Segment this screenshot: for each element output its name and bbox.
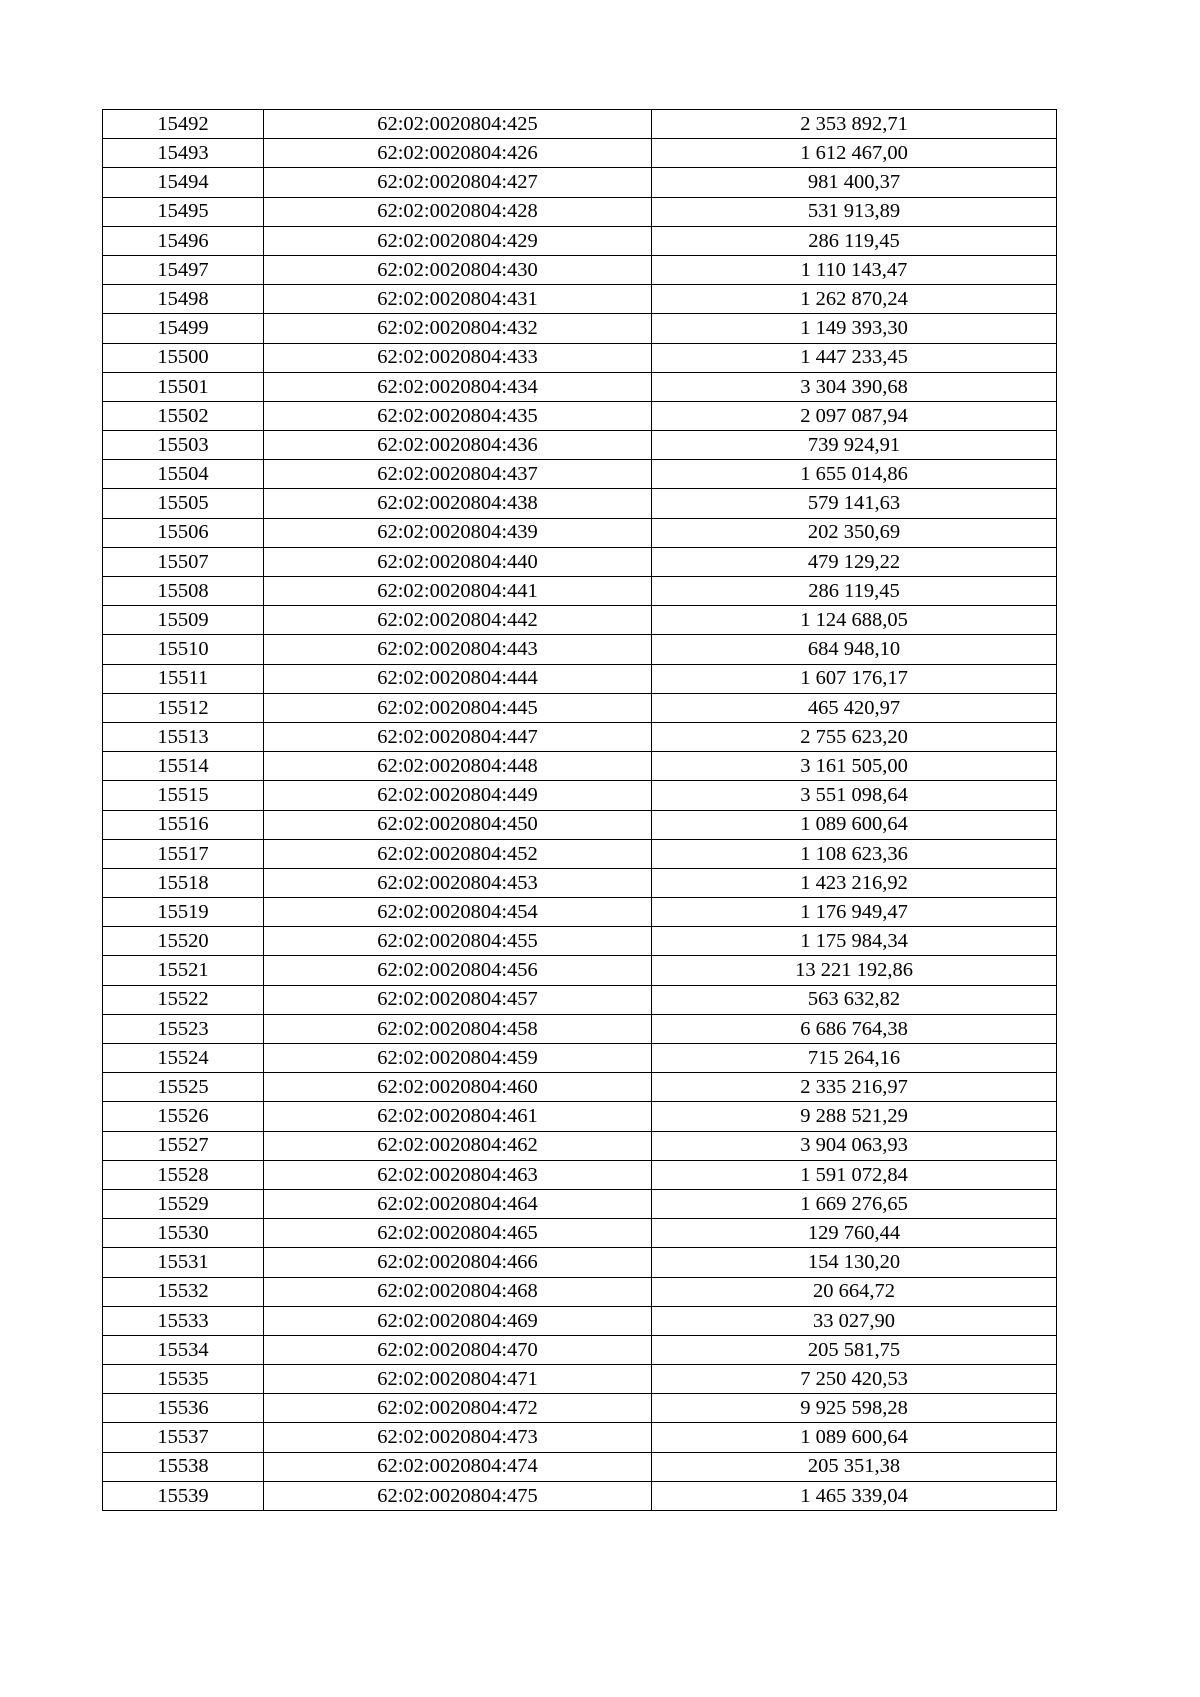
row-number-cell: 15502 [103,401,264,430]
row-number-cell: 15506 [103,518,264,547]
row-number-cell: 15509 [103,606,264,635]
cadastral-value-cell: 465 420,97 [652,693,1057,722]
cadastral-number-cell: 62:02:0020804:466 [264,1248,652,1277]
cadastral-number-cell: 62:02:0020804:461 [264,1102,652,1131]
cadastral-number-cell: 62:02:0020804:425 [264,110,652,139]
table-row [103,868,1057,897]
table-row [103,810,1057,839]
cadastral-number-cell: 62:02:0020804:455 [264,927,652,956]
cadastral-number-cell: 62:02:0020804:448 [264,752,652,781]
row-number-cell: 15505 [103,489,264,518]
row-number-cell: 15533 [103,1306,264,1335]
cadastral-number-cell: 62:02:0020804:471 [264,1365,652,1394]
table-row [103,139,1057,168]
cadastral-number-cell: 62:02:0020804:449 [264,781,652,810]
cadastral-value-cell: 1 176 949,47 [652,898,1057,927]
cadastral-value-cell: 1 447 233,45 [652,343,1057,372]
cadastral-value-cell: 2 353 892,71 [652,110,1057,139]
cadastral-number-cell: 62:02:0020804:459 [264,1044,652,1073]
cadastral-value-cell: 1 465 339,04 [652,1481,1057,1510]
cadastral-number-cell: 62:02:0020804:429 [264,226,652,255]
row-number-cell: 15507 [103,547,264,576]
row-number-cell: 15518 [103,868,264,897]
cadastral-value-cell: 2 335 216,97 [652,1073,1057,1102]
cadastral-number-cell: 62:02:0020804:460 [264,1073,652,1102]
cadastral-value-cell: 1 149 393,30 [652,314,1057,343]
row-number-cell: 15537 [103,1423,264,1452]
row-number-cell: 15527 [103,1131,264,1160]
row-number-cell: 15531 [103,1248,264,1277]
cadastral-number-cell: 62:02:0020804:452 [264,839,652,868]
table-row [103,285,1057,314]
cadastral-value-cell: 286 119,45 [652,226,1057,255]
cadastral-number-cell: 62:02:0020804:450 [264,810,652,839]
cadastral-number-cell: 62:02:0020804:447 [264,722,652,751]
table-row [103,314,1057,343]
cadastral-value-cell: 1 669 276,65 [652,1189,1057,1218]
table-row [103,927,1057,956]
cadastral-number-cell: 62:02:0020804:436 [264,431,652,460]
table-row [103,839,1057,868]
cadastral-value-cell: 20 664,72 [652,1277,1057,1306]
table-row [103,226,1057,255]
cadastral-value-cell: 2 097 087,94 [652,401,1057,430]
row-number-cell: 15492 [103,110,264,139]
cadastral-number-cell: 62:02:0020804:456 [264,956,652,985]
row-number-cell: 15516 [103,810,264,839]
table-row [103,1394,1057,1423]
row-number-cell: 15538 [103,1452,264,1481]
row-number-cell: 15504 [103,460,264,489]
row-number-cell: 15524 [103,1044,264,1073]
cadastral-number-cell: 62:02:0020804:439 [264,518,652,547]
table-row [103,547,1057,576]
table-row [103,1306,1057,1335]
table-row [103,1335,1057,1364]
row-number-cell: 15508 [103,577,264,606]
table-row [103,489,1057,518]
cadastral-value-cell: 739 924,91 [652,431,1057,460]
row-number-cell: 15534 [103,1335,264,1364]
table-body [103,110,1057,1511]
table-row [103,664,1057,693]
table-row [103,460,1057,489]
table-row [103,372,1057,401]
table-row [103,752,1057,781]
cadastral-value-cell: 7 250 420,53 [652,1365,1057,1394]
cadastral-value-cell: 1 612 467,00 [652,139,1057,168]
row-number-cell: 15539 [103,1481,264,1510]
cadastral-number-cell: 62:02:0020804:428 [264,197,652,226]
table-row [103,1014,1057,1043]
cadastral-number-cell: 62:02:0020804:441 [264,577,652,606]
row-number-cell: 15528 [103,1160,264,1189]
cadastral-value-cell: 205 351,38 [652,1452,1057,1481]
cadastral-value-cell: 3 161 505,00 [652,752,1057,781]
table-row [103,898,1057,927]
row-number-cell: 15519 [103,898,264,927]
cadastral-number-cell: 62:02:0020804:434 [264,372,652,401]
table-row [103,431,1057,460]
cadastral-value-cell: 9 288 521,29 [652,1102,1057,1131]
row-number-cell: 15530 [103,1219,264,1248]
table-row [103,722,1057,751]
cadastral-number-cell: 62:02:0020804:463 [264,1160,652,1189]
cadastral-value-cell: 9 925 598,28 [652,1394,1057,1423]
cadastral-value-cell: 13 221 192,86 [652,956,1057,985]
cadastral-value-cell: 3 551 098,64 [652,781,1057,810]
table-row [103,255,1057,284]
cadastral-value-cell: 1 655 014,86 [652,460,1057,489]
cadastral-number-cell: 62:02:0020804:469 [264,1306,652,1335]
cadastral-value-cell: 3 904 063,93 [652,1131,1057,1160]
cadastral-number-cell: 62:02:0020804:435 [264,401,652,430]
cadastral-number-cell: 62:02:0020804:444 [264,664,652,693]
table-row [103,1102,1057,1131]
row-number-cell: 15503 [103,431,264,460]
row-number-cell: 15521 [103,956,264,985]
table-row [103,606,1057,635]
row-number-cell: 15493 [103,139,264,168]
cadastral-value-cell: 33 027,90 [652,1306,1057,1335]
cadastral-value-cell: 2 755 623,20 [652,722,1057,751]
cadastral-value-cell: 981 400,37 [652,168,1057,197]
cadastral-number-cell: 62:02:0020804:426 [264,139,652,168]
table-row [103,168,1057,197]
cadastral-value-cell: 563 632,82 [652,985,1057,1014]
cadastral-value-cell: 154 130,20 [652,1248,1057,1277]
cadastral-value-cell: 579 141,63 [652,489,1057,518]
row-number-cell: 15536 [103,1394,264,1423]
cadastral-number-cell: 62:02:0020804:443 [264,635,652,664]
row-number-cell: 15532 [103,1277,264,1306]
cadastral-number-cell: 62:02:0020804:465 [264,1219,652,1248]
cadastral-value-cell: 6 686 764,38 [652,1014,1057,1043]
table-row [103,343,1057,372]
row-number-cell: 15517 [103,839,264,868]
row-number-cell: 15514 [103,752,264,781]
row-number-cell: 15499 [103,314,264,343]
cadastral-value-cell: 1 175 984,34 [652,927,1057,956]
table-row [103,1452,1057,1481]
cadastral-number-cell: 62:02:0020804:457 [264,985,652,1014]
cadastral-value-cell: 1 089 600,64 [652,1423,1057,1452]
cadastral-value-cell: 715 264,16 [652,1044,1057,1073]
cadastral-number-cell: 62:02:0020804:474 [264,1452,652,1481]
cadastral-value-cell: 1 089 600,64 [652,810,1057,839]
cadastral-number-cell: 62:02:0020804:433 [264,343,652,372]
table-row [103,956,1057,985]
cadastral-value-cell: 3 304 390,68 [652,372,1057,401]
table-row [103,1423,1057,1452]
table-row [103,577,1057,606]
row-number-cell: 15523 [103,1014,264,1043]
table-row [103,1160,1057,1189]
table-row [103,1277,1057,1306]
cadastral-number-cell: 62:02:0020804:438 [264,489,652,518]
cadastral-value-cell: 684 948,10 [652,635,1057,664]
table-row [103,1073,1057,1102]
table-row [103,635,1057,664]
row-number-cell: 15494 [103,168,264,197]
cadastral-number-cell: 62:02:0020804:475 [264,1481,652,1510]
cadastral-number-cell: 62:02:0020804:440 [264,547,652,576]
row-number-cell: 15529 [103,1189,264,1218]
table-row [103,1189,1057,1218]
cadastral-number-cell: 62:02:0020804:473 [264,1423,652,1452]
cadastral-number-cell: 62:02:0020804:458 [264,1014,652,1043]
row-number-cell: 15526 [103,1102,264,1131]
cadastral-value-table [102,109,1057,1511]
row-number-cell: 15513 [103,722,264,751]
row-number-cell: 15501 [103,372,264,401]
table-row [103,781,1057,810]
cadastral-value-cell: 531 913,89 [652,197,1057,226]
cadastral-number-cell: 62:02:0020804:442 [264,606,652,635]
table-row [103,110,1057,139]
row-number-cell: 15512 [103,693,264,722]
cadastral-value-cell: 1 110 143,47 [652,255,1057,284]
row-number-cell: 15522 [103,985,264,1014]
table-row [103,518,1057,547]
cadastral-value-cell: 129 760,44 [652,1219,1057,1248]
row-number-cell: 15525 [103,1073,264,1102]
row-number-cell: 15535 [103,1365,264,1394]
cadastral-value-cell: 479 129,22 [652,547,1057,576]
table-row [103,1219,1057,1248]
cadastral-value-cell: 202 350,69 [652,518,1057,547]
table-row [103,693,1057,722]
table-row [103,1248,1057,1277]
cadastral-value-cell: 205 581,75 [652,1335,1057,1364]
cadastral-value-cell: 286 119,45 [652,577,1057,606]
cadastral-number-cell: 62:02:0020804:453 [264,868,652,897]
table-row [103,1365,1057,1394]
row-number-cell: 15515 [103,781,264,810]
table-row [103,985,1057,1014]
row-number-cell: 15511 [103,664,264,693]
cadastral-value-cell: 1 591 072,84 [652,1160,1057,1189]
cadastral-number-cell: 62:02:0020804:427 [264,168,652,197]
cadastral-number-cell: 62:02:0020804:445 [264,693,652,722]
cadastral-number-cell: 62:02:0020804:437 [264,460,652,489]
cadastral-number-cell: 62:02:0020804:431 [264,285,652,314]
table-row [103,1131,1057,1160]
table-row [103,1481,1057,1510]
cadastral-number-cell: 62:02:0020804:472 [264,1394,652,1423]
row-number-cell: 15520 [103,927,264,956]
cadastral-value-cell: 1 124 688,05 [652,606,1057,635]
row-number-cell: 15495 [103,197,264,226]
cadastral-number-cell: 62:02:0020804:454 [264,898,652,927]
row-number-cell: 15510 [103,635,264,664]
cadastral-number-cell: 62:02:0020804:464 [264,1189,652,1218]
row-number-cell: 15496 [103,226,264,255]
row-number-cell: 15497 [103,255,264,284]
table-row [103,1044,1057,1073]
row-number-cell: 15500 [103,343,264,372]
cadastral-value-cell: 1 262 870,24 [652,285,1057,314]
cadastral-number-cell: 62:02:0020804:430 [264,255,652,284]
cadastral-number-cell: 62:02:0020804:468 [264,1277,652,1306]
table-row [103,197,1057,226]
cadastral-number-cell: 62:02:0020804:470 [264,1335,652,1364]
row-number-cell: 15498 [103,285,264,314]
cadastral-number-cell: 62:02:0020804:462 [264,1131,652,1160]
cadastral-value-cell: 1 423 216,92 [652,868,1057,897]
cadastral-number-cell: 62:02:0020804:432 [264,314,652,343]
cadastral-value-cell: 1 108 623,36 [652,839,1057,868]
cadastral-value-cell: 1 607 176,17 [652,664,1057,693]
table-row [103,401,1057,430]
